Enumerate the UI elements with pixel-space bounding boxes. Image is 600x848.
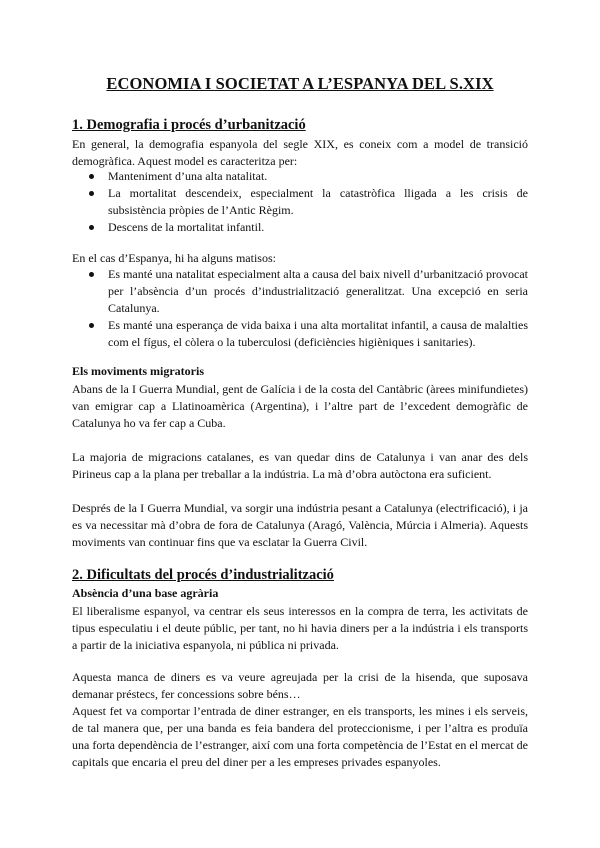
agrarian-base-heading: Absència d’una base agrària — [72, 586, 219, 600]
section2-paragraph-1: El liberalisme espanyol, va centrar els seus interessos en la compra de terra, les activitats de tipus especulatiu i el deute públic, per tant, no hi havia diners per a la indústria i els transports a partir de la iniciativa espanyola, ni pública ni privada. — [72, 604, 528, 652]
migration-paragraph-1: Abans de la I Guerra Mundial, gent de Galícia i de la costa del Cantàbric (àrees minifundietes) van emigrar cap a Llatinoamèrica (Argentina), i l’altre part de l’excedent demogràfic de Catalunya ho va fer cap a Cuba. — [72, 382, 528, 430]
section1-intro: En general, la demografia espanyola del segle XIX, es coneix com a model de transició demogràfica. Aquest model es caracteritza per: — [72, 137, 528, 168]
migration-paragraph-3: Després de la I Guerra Mundial, va sorgir una indústria pesant a Catalunya (electrificació), i ja es va necessitar mà d’obra de fora de Catalunya (Aragó, València, Múrcia i Almeria). Aquests moviments van continuar fins que va esclatar la Guerra Civil. — [72, 501, 528, 549]
list-item: Manteniment d’una alta natalitat. — [72, 168, 528, 185]
transition-model-list — [72, 168, 528, 236]
spain-nuances-list — [72, 266, 528, 351]
list-item: La mortalitat descendeix, especialment la catastròfica lligada a les crisis de subsistència pròpies de l’Antic Règim. — [72, 185, 528, 219]
spain-intro: En el cas d’Espanya, hi ha alguns matisos: — [72, 251, 276, 265]
migration-heading: Els moviments migratoris — [72, 364, 204, 378]
document-title: ECONOMIA I SOCIETAT A L’ESPANYA DEL S.XIX — [106, 74, 494, 93]
migration-paragraph-2: La majoria de migracions catalanes, es van quedar dins de Catalunya i van anar des dels Pirineus cap a la plana per treballar a la indústria. La mà d’obra autòctona era suficient. — [72, 450, 528, 481]
list-item: Es manté una esperança de vida baixa i una alta mortalitat infantil, a causa de malalties com el fígus, el còlera o la tuberculosi (deficiències higièniques i sanitaries). — [72, 317, 528, 351]
section1-heading: 1. Demografia i procés d’urbanització — [72, 117, 306, 133]
section2-paragraph-2: Aquesta manca de diners es va veure agreujada per la crisi de la hisenda, que suposava demanar préstecs, fer concessions sobre béns… — [72, 670, 528, 701]
section2-heading: 2. Dificultats del procés d’industrialització — [72, 567, 334, 583]
section2-paragraph-3: Aquest fet va comportar l’entrada de diner estranger, en els transports, les mines i els serveis, de tal manera que, per una banda es feia bandera del proteccionisme, i per l’altra es produïa una forta dependència de l’estranger, així com una forta competència de l’Estat en el mercat de capitals que encaria el preu del diner per a les empreses privades espanyoles. — [72, 704, 528, 769]
list-item: Descens de la mortalitat infantil. — [72, 219, 528, 236]
list-item: Es manté una natalitat especialment alta a causa del baix nivell d’urbanització provocat per l’absència d’un procés d’industrialització generalitzat. Una excepció en seria Catalunya. — [72, 266, 528, 317]
